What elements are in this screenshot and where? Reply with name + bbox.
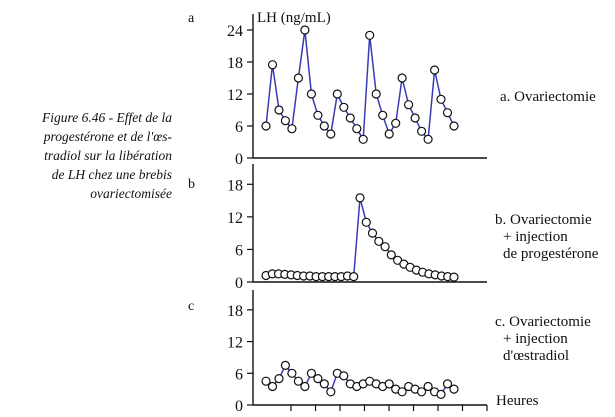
series-line (266, 198, 454, 277)
data-point (450, 385, 458, 393)
y-tick-label: 6 (235, 119, 243, 136)
panel-label: b (188, 177, 195, 192)
data-point (314, 111, 322, 119)
data-point (405, 101, 413, 109)
data-point (379, 111, 387, 119)
data-point (288, 125, 296, 133)
y-tick-label: 18 (227, 302, 243, 320)
data-point (437, 95, 445, 103)
data-point (381, 243, 389, 251)
y-tick-label: 18 (227, 177, 243, 195)
y-tick-label: 0 (235, 275, 243, 292)
series-line (266, 30, 454, 139)
data-point (320, 122, 328, 130)
data-point (392, 119, 400, 127)
legend-text: c. Ovariectomie (495, 314, 591, 330)
data-point (418, 127, 426, 135)
data-point (281, 361, 289, 369)
data-point (450, 122, 458, 130)
data-point (262, 122, 270, 130)
data-point (424, 135, 432, 143)
data-point (333, 90, 341, 98)
legend-text: b. Ovariectomie (495, 212, 592, 228)
data-point (340, 372, 348, 380)
data-point (275, 106, 283, 114)
data-point (288, 369, 296, 377)
data-point (320, 380, 328, 388)
data-point (269, 61, 277, 69)
y-tick-label: 0 (235, 398, 243, 415)
legend-text: + injection (503, 229, 568, 245)
data-point (350, 273, 358, 281)
legend-text: a. Ovariectomie (500, 89, 596, 105)
data-point (327, 388, 335, 396)
y-tick-label: 18 (227, 55, 243, 72)
x-axis-label: Heures (496, 393, 539, 409)
data-point (398, 74, 406, 82)
data-point (431, 66, 439, 74)
data-point (353, 125, 361, 133)
data-point (346, 114, 354, 122)
data-point (275, 375, 283, 383)
data-point (269, 383, 277, 391)
panel-label: c (188, 299, 195, 314)
caption-line: progestérone et de l'œs- (43, 129, 172, 144)
data-point (356, 194, 364, 202)
y-tick-label: 24 (227, 23, 243, 40)
data-point (450, 273, 458, 281)
y-tick-label: 6 (235, 366, 243, 384)
legend-text: de progestérone (503, 246, 599, 262)
data-point (411, 114, 419, 122)
data-point (301, 26, 309, 34)
data-point (385, 130, 393, 138)
data-point (369, 229, 377, 237)
legend-text: d'œstradiol (503, 348, 570, 364)
y-tick-label: 12 (227, 209, 243, 227)
caption-line: de LH chez une brebis (51, 167, 172, 182)
caption-line: tradiol sur la libération (44, 148, 172, 163)
caption-line: ovariectomisée (90, 186, 172, 201)
data-point (366, 31, 374, 39)
data-point (372, 90, 380, 98)
legend-text: + injection (503, 331, 568, 347)
data-point (327, 130, 335, 138)
data-point (307, 90, 315, 98)
data-point (444, 109, 452, 117)
panel-label: a (188, 11, 195, 26)
y-axis-label: LH (ng/mL) (257, 10, 331, 26)
data-point (359, 135, 367, 143)
data-point (362, 218, 370, 226)
y-tick-label: 12 (227, 87, 243, 104)
data-point (301, 383, 309, 391)
caption-line: Figure 6.46 - Effet de la (42, 110, 172, 125)
data-point (281, 117, 289, 125)
y-tick-label: 12 (227, 334, 243, 352)
data-point (437, 390, 445, 398)
data-point (294, 74, 302, 82)
data-point (340, 103, 348, 111)
y-tick-label: 6 (235, 242, 243, 260)
y-tick-label: 0 (235, 151, 243, 168)
